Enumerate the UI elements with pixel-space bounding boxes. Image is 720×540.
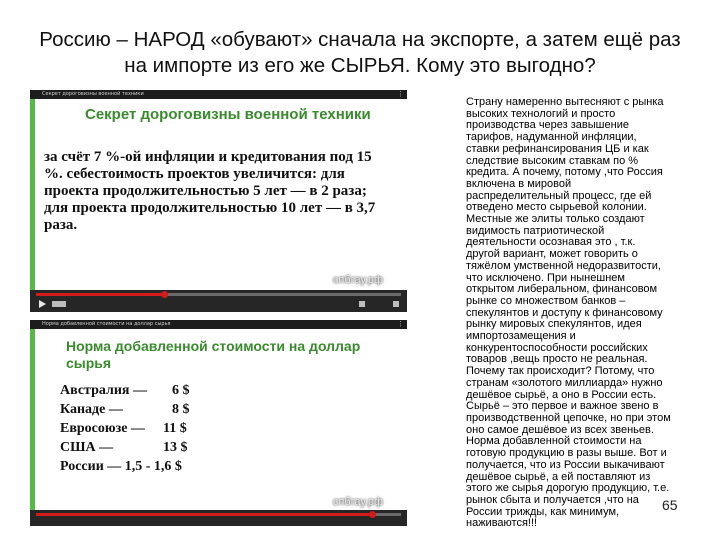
video-heading-line: сырья (66, 355, 112, 371)
body-text-line: товаров ,вещь просто не реальная. (466, 353, 648, 366)
body-text-line: Сырьё – это первое и важное звено в (466, 400, 659, 413)
country-cell: Австралия — (60, 383, 148, 398)
volume-icon[interactable] (52, 301, 66, 307)
body-text-line: странам «золотого миллиарда» нужно (466, 376, 663, 389)
body-text-line: России трижды, как минимум, (466, 505, 620, 518)
progress-fill (36, 513, 372, 516)
body-text-line: наживаются!!! (466, 517, 538, 530)
more-icon[interactable]: ⋮ (397, 320, 404, 328)
body-text-line: ставки рефинансирования ЦБ и как (466, 142, 649, 155)
video-player-1[interactable] (30, 90, 407, 312)
body-text-line: готовую продукцию в разы выше. Вот и (466, 447, 667, 460)
video-tab-title: Секрет дороговизны военной техники (42, 91, 144, 97)
country-cell: России — 1,5 - 1,6 $ (60, 459, 182, 474)
body-text-line: Страну намеренно вытесняют с рынка (466, 96, 664, 108)
body-text-line: кредита. А почему, потому ,что Россия (466, 166, 663, 179)
body-text-line: конкурентоспособности российских (466, 341, 648, 354)
video-player-2[interactable] (30, 320, 407, 526)
video-tab-title: Норма добавленной стоимости на доллар сырья (42, 321, 171, 327)
body-text-line: производства через завышение (466, 119, 629, 132)
body-text-line: высоких технологий и просто (466, 107, 616, 120)
player-controls (30, 510, 407, 526)
body-text-line: дешёвое сырьё, а оно в России есть. (466, 388, 657, 401)
player-controls (30, 290, 407, 312)
video-title-bar (30, 90, 407, 99)
value-cell: 8 $ (172, 402, 190, 417)
body-text-line: получается, что из России выкачивают (466, 458, 665, 471)
more-icon[interactable]: ⋮ (397, 90, 404, 98)
progress-bar[interactable] (36, 293, 401, 296)
play-icon[interactable] (39, 300, 46, 308)
video-text-line: %. себестоимость проектов увеличится: для (44, 166, 345, 182)
green-stripe (30, 90, 35, 312)
value-cell: 13 $ (163, 440, 188, 455)
video-text-line: проекта продолжительностью 5 лет — в 2 раза; (44, 183, 367, 199)
slide-title-line-2: на импорте из его же СЫРЬЯ. Кому это выгодно? (124, 54, 596, 77)
body-text-line: Почему так происходит? Потому, что (466, 365, 655, 378)
video-heading: Секрет дороговизны военной техники (85, 106, 371, 123)
settings-icon[interactable] (359, 301, 399, 307)
body-text-line: рынку мировых спекулянтов, идея (466, 318, 642, 331)
body-text-line: рынок сбыта и получается ,что на (466, 493, 639, 506)
progress-bar[interactable] (36, 513, 401, 516)
body-text-line: производственной цепочке, но при этом (466, 411, 671, 424)
country-cell: Канаде — (60, 402, 123, 417)
body-text-line: импортозамещения и (466, 330, 576, 343)
video-body-text (44, 149, 375, 234)
table-row (60, 458, 182, 475)
body-text-line: этого же сырья дорогую продукцию, т.е. (466, 482, 670, 495)
value-cell: 6 $ (172, 383, 190, 398)
country-cell: Евросоюзе — (60, 421, 145, 436)
body-text-line: другой вариант, может говорить о (466, 248, 638, 261)
value-cell: 11 $ (163, 421, 187, 436)
body-text-line: Норма добавленной стоимости на (466, 435, 642, 448)
body-text (438, 97, 683, 530)
table-row (60, 401, 190, 418)
body-text-line: что исключено. При нынешнем (466, 271, 625, 284)
body-text-lines (438, 109, 683, 530)
progress-fill (36, 293, 164, 296)
body-text-line: распределительный процесс, где ей (466, 189, 652, 202)
table-row (60, 439, 188, 456)
slide-title-line-1: Россию – НАРОД «обувают» сначала на экспорте, а затем ещё раз (39, 28, 681, 51)
video-text-line: раза. (44, 217, 78, 233)
page-number: 65 (662, 497, 678, 513)
body-text-line: видимость патриотической (466, 224, 605, 237)
body-text-line: Местные же элиты только создают (466, 213, 645, 226)
body-text-line: рынке со множеством банков – (466, 294, 626, 307)
country-cell: США — (60, 440, 114, 455)
body-text-line: дешёвое сырьё, а ей поставляют из (466, 470, 651, 483)
watermark: спбгау.рф (332, 274, 383, 286)
body-text-line: тарифов, надуманной инфляции, (466, 131, 637, 144)
video-heading-line: Норма добавленной стоимости на доллар (66, 338, 361, 354)
body-text-line: включена в мировой (466, 177, 572, 190)
table-row (60, 420, 187, 437)
progress-handle[interactable] (161, 291, 168, 298)
video-text-line: за счёт 7 %-ой инфляции и кредитования под 15 (44, 149, 372, 165)
body-text-line: тяжёлом умственной недоразвитости, (466, 259, 661, 272)
body-text-line: следствие высоким ставкам по % (466, 154, 639, 167)
body-text-line: оно самое дешёвое из всех звеньев. (466, 423, 654, 436)
table-row (60, 382, 190, 399)
body-text-line: открытом либеральном, финансовом (466, 283, 658, 296)
body-text-line: деятельности осознавая это , т.к. (466, 236, 636, 249)
progress-handle[interactable] (369, 511, 376, 518)
body-text-line: отведено место сырьевой колонии. (466, 201, 647, 214)
watermark: спбгау.рф (332, 496, 383, 508)
slide-title (20, 27, 700, 79)
video-text-line: для проекта продолжительностью 10 лет — в 3,7 (44, 200, 376, 216)
body-text-line: спекулянтов и доступу к финансовому (466, 306, 663, 319)
